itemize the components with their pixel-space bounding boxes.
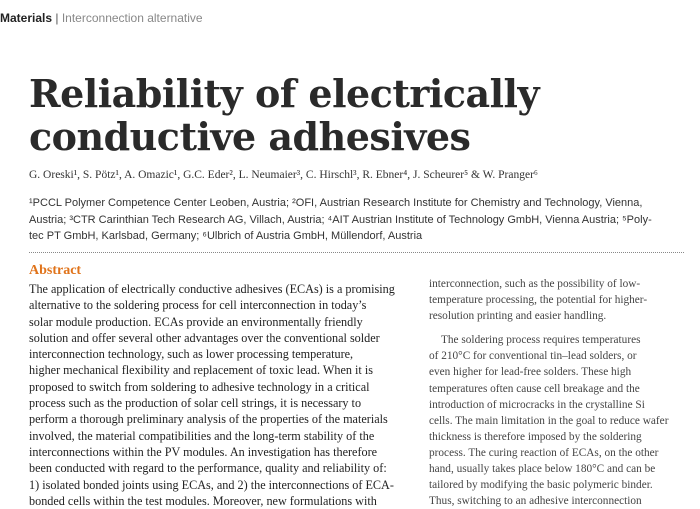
article-title bbox=[29, 72, 539, 158]
abstract-line: process such as the production of solar cell strings, it is necessary to bbox=[29, 396, 362, 411]
author-list: G. Oreski¹, S. Pötz¹, A. Omazic¹, G.C. Eder², L. Neumaier³, C. Hirschl³, R. Ebner⁴, J. Scheurer⁵ & W. Pranger⁶ bbox=[29, 169, 538, 181]
abstract-line: interconnection technology, such as lower processing temperature, bbox=[29, 347, 354, 362]
body-line: temperature processing, the potential for higher- bbox=[429, 294, 648, 307]
title-line: Reliability of electrically bbox=[29, 71, 540, 116]
body-line: Thus, switching to an adhesive interconnection bbox=[429, 495, 642, 508]
body-line: The soldering process requires temperatures bbox=[441, 334, 641, 347]
abstract-line: bonded cells within the test modules. Moreover, new formulations with bbox=[29, 493, 377, 508]
body-line: resolution printing and easier handling. bbox=[429, 310, 607, 323]
affiliation-line: Austria; ³CTR Carinthian Tech Research AG, Villach, Austria; ⁴AIT Austrian Institute of Technology GmbH, Vienna Austria; ⁵Poly- bbox=[29, 213, 652, 226]
body-line: interconnection, such as the possibility of low- bbox=[429, 278, 641, 290]
body-line: introduction of microcracks in the crystalline Si bbox=[429, 398, 645, 411]
body-line: thickness is therefore imposed by the soldering bbox=[429, 430, 642, 443]
running-header bbox=[0, 11, 203, 25]
abstract-line: alternative to the soldering process for cell interconnection in today’s bbox=[29, 298, 367, 313]
abstract-line: interconnections within the PV modules. An investigation has therefore bbox=[29, 444, 378, 459]
abstract-line: The application of electrically conductive adhesives (ECAs) is a promising bbox=[29, 282, 395, 296]
body-line: even higher for lead-free solders. These high bbox=[429, 366, 632, 379]
affiliation-line: tec PT GmbH, Karlsbad, Germany; ⁶Ulbrich of Austria GmbH, Müllendorf, Austria bbox=[29, 230, 423, 242]
paragraph-gap bbox=[429, 324, 694, 332]
header-separator: | bbox=[52, 11, 62, 25]
body-line: hand, usually takes place below 180°C and can be bbox=[429, 463, 656, 476]
abstract-line: higher mechanical flexibility and replacement of toxic lead. When it is bbox=[29, 363, 373, 378]
section-divider bbox=[29, 252, 684, 253]
body-line: temperatures often cause cell breakage and the bbox=[429, 382, 640, 395]
section-name: Materials bbox=[0, 11, 53, 25]
abstract-line: perform a thorough preliminary analysis of the properties of the materials bbox=[29, 412, 388, 427]
abstract-body bbox=[29, 281, 419, 509]
abstract-line: involved, the material compatibilities and the long-term stability of the bbox=[29, 428, 375, 443]
body-column-right bbox=[429, 276, 694, 509]
body-line: process. The curing reaction of ECAs, on the other bbox=[429, 446, 659, 459]
affiliation-line: ¹PCCL Polymer Competence Center Leoben, Austria; ²OFI, Austrian Research Institute for Chemistry and Technology, Vienna, bbox=[29, 197, 643, 209]
title-line: conductive adhesives bbox=[29, 114, 471, 159]
abstract-line: been conducted with regard to the performance, quality and reliability of: bbox=[29, 461, 387, 476]
abstract-line: proposed to switch from soldering to adhesive technology in a critical bbox=[29, 379, 370, 394]
affiliations bbox=[29, 195, 689, 245]
subsection-name: Interconnection alternative bbox=[61, 11, 203, 25]
body-line: of 210°C for conventional tin–lead solders, or bbox=[429, 350, 637, 363]
abstract-line: 1) isolated bonded joints using ECAs, and 2) the interconnections of ECA- bbox=[29, 477, 394, 492]
abstract-line: solar module production. ECAs provide an environmentally friendly bbox=[29, 314, 363, 329]
abstract-line: solution and offer several other advantages over the conventional solder bbox=[29, 330, 380, 345]
abstract-heading: Abstract bbox=[29, 263, 82, 278]
body-line: tailored by modifying the basic polymeric binder. bbox=[429, 479, 653, 492]
body-line: cells. The main limitation in the goal to reduce wafer bbox=[429, 414, 669, 427]
